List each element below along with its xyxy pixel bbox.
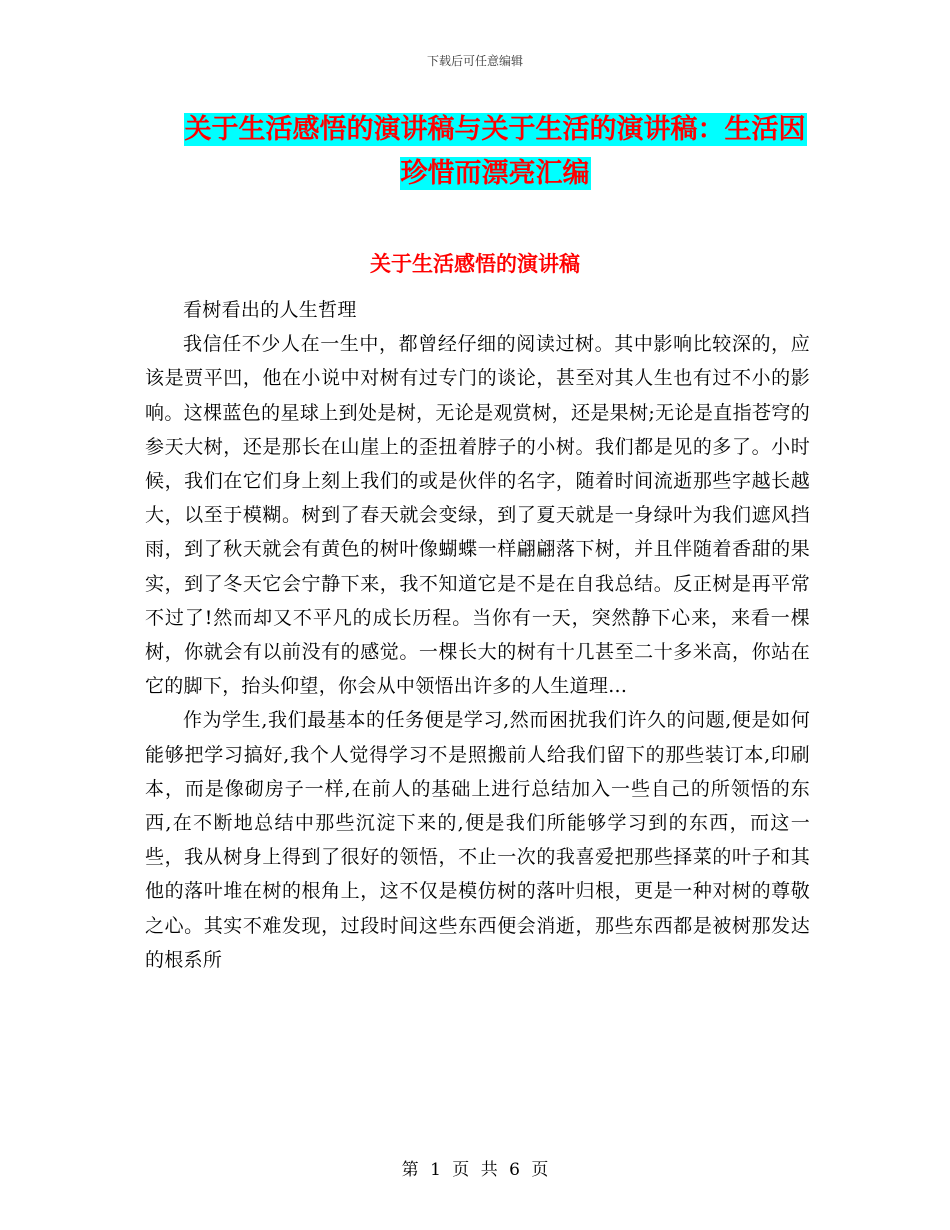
total-pages-number: 6	[509, 1160, 520, 1180]
footer-suffix: 页	[531, 1160, 549, 1180]
footer-total-label: 共	[480, 1160, 498, 1180]
paragraph-subtitle: 看树看出的人生哲理	[183, 299, 357, 321]
header-note: 下载后可任意编辑	[426, 54, 523, 68]
body-text	[145, 293, 810, 977]
document-title	[140, 108, 850, 196]
footer-prefix: 第	[401, 1160, 419, 1180]
section-heading: 关于生活感悟的演讲稿	[370, 252, 580, 276]
title-line-1: 关于生活感悟的演讲稿与关于生活的演讲稿：生活因	[184, 114, 806, 145]
current-page-number: 1	[430, 1160, 441, 1180]
paragraph: 我信任不少人在一生中，都曾经仔细的阅读过树。其中影响比较深的，应该是贾平凹，他在小说中对树有过专门的谈论，甚至对其人生也有过不小的影响。这棵蓝色的星球上到处是树，无论是观赏树，还是果树;无论是直指苍穹的参天大树，还是那长在山崖上的歪扭着脖子的小树。我们都是见的多了。小时候，我们在它们身上刻上我们的或是伙伴的名字，随着时间流逝那些字越长越大，以至于模糊。树到了春天就会变绿，到了夏天就是一身绿叶为我们遮风挡雨，到了秋天就会有黄色的树叶像蝴蝶一样翩翩落下树，并且伴随着香甜的果实，到了冬天它会宁静下来，我不知道它是不是在自我总结。反正树是再平常不过了!然而却又不平凡的成长历程。当你有一天，突然静下心来，来看一棵树，你就会有以前没有的感觉。一棵长大的树有十几甚至二十多米高，你站在它的脚下，抬头仰望，你会从中领悟出许多的人生道理...	[145, 333, 810, 698]
title-line-2: 珍惜而漂亮汇编	[400, 158, 590, 189]
page-footer	[0, 1155, 950, 1180]
footer-page-label: 页	[452, 1160, 470, 1180]
paragraph: 作为学生,我们最基本的任务便是学习,然而困扰我们许久的问题,便是如何能够把学习搞好,我个人觉得学习不是照搬前人给我们留下的那些装订本,印刷本，而是像砌房子一样,在前人的基础上进行总结加入一些自己的所领悟的东西,在不断地总结中那些沉淀下来的,便是我们所能够学习到的东西，而这一些，我从树身上得到了很好的领悟，不止一次的我喜爱把那些择菜的叶子和其他的落叶堆在树的根角上，这不仅是模仿树的落叶归根，更是一种对树的尊敬之心。其实不难发现，过段时间这些东西便会消逝，那些东西都是被树那发达的根系所	[145, 709, 810, 971]
